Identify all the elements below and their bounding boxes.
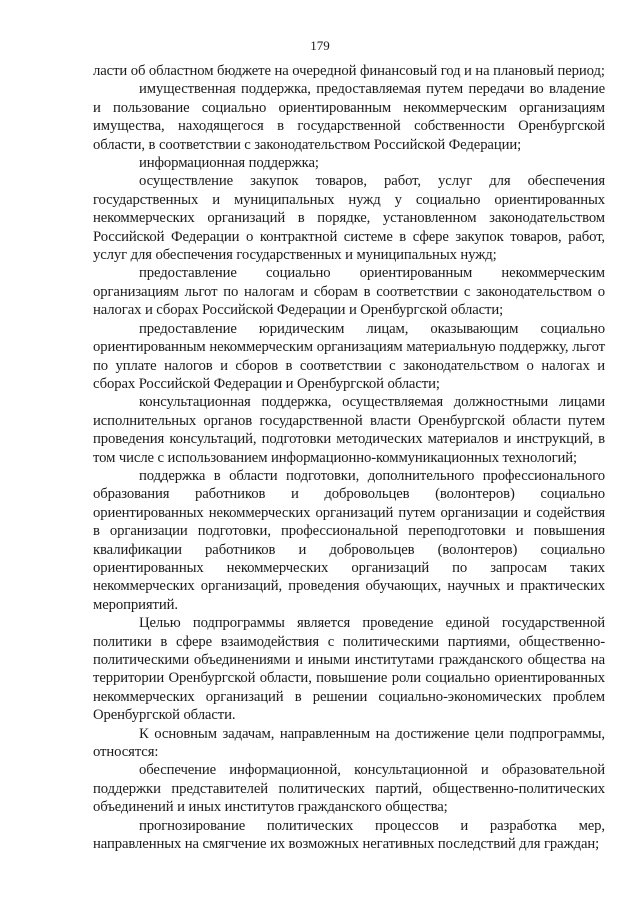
paragraph-tax-benefits: предоставление социально ориентированным некоммерческим организациям льгот по налогам и сборам в соответствии с законодательством о налогах и сборах Российской Федерации и Оренбургской области; xyxy=(93,265,605,319)
paragraph-information-support: информационная поддержка; xyxy=(139,155,319,172)
paragraph-training-support: поддержка в области подготовки, дополнительного профессионального образования работников и добровольцев (волонтеров) социально ориентированных некоммерческих организаций путем организации и содействия в организации подготовки, профессиональной переподготовки и повышения квалификации работников и добровольцев (волонтеров) социально ориентированных некоммерческих организаций по запросам таких некоммерческих организаций, проведения обучающих, научных и практических мероприятий. xyxy=(93,467,605,613)
paragraph-task-support: обеспечение информационной, консультационной и образовательной поддержки представителей политических партий, общественно-политических объединений и иных институтов гражданского общества; xyxy=(93,762,605,816)
page-number: 179 xyxy=(310,38,330,53)
paragraph-property-support: имущественная поддержка, предоставляемая путем передачи во владение и пользование социально ориентированным некоммерческим организациям имущества, находящегося в государственной собственности Оренбургской области, в соответствии с законодательством Российской Федерации; xyxy=(93,81,605,153)
paragraph-subprogram-goal: Целью подпрограммы является проведение единой государственной политики в сфере взаимодействия с политическими партиями, общественно-политическими объединениями и иными институтами гражданского общества на территории Оренбургской области, повышение роли социально ориентированных некоммерческих организаций в решении социально-экономических проблем Оренбургской области. xyxy=(93,615,605,724)
paragraph-main-tasks-intro: К основным задачам, направленным на достижение цели подпрограммы, относятся: xyxy=(93,725,605,761)
paragraph-budget-continuation: ласти об областном бюджете на очередной финансовый год и на плановый период; xyxy=(93,63,605,79)
document-body xyxy=(93,62,605,853)
paragraph-procurement: осуществление закупок товаров, работ, услуг для обеспечения государственных и муниципальных нужд у социально ориентированных некоммерческих организаций в порядке, установленном законодательством Российской Федерации о контрактной системе в сфере закупок товаров, работ, услуг для обеспечения государственных и муниципальных нужд; xyxy=(93,173,605,264)
paragraph-legal-entities-benefits: предоставление юридическим лицам, оказывающим социально ориентированным некоммерческим организациям материальную поддержку, льгот по уплате налогов и сборов в соответствии с законодательством о налогах и сборах Российской Федерации и Оренбургской области; xyxy=(93,320,605,392)
paragraph-consulting-support: консультационная поддержка, осуществляемая должностными лицами исполнительных органов государственной власти Оренбургской области путем проведения консультаций, подготовки методических материалов и инструкций, в том числе с использованием информационно-коммуникационных технологий; xyxy=(93,394,605,466)
paragraph-task-forecasting: прогнозирование политических процессов и разработка мер, направленных на смягчение их возможных негативных последствий для граждан; xyxy=(93,817,605,853)
